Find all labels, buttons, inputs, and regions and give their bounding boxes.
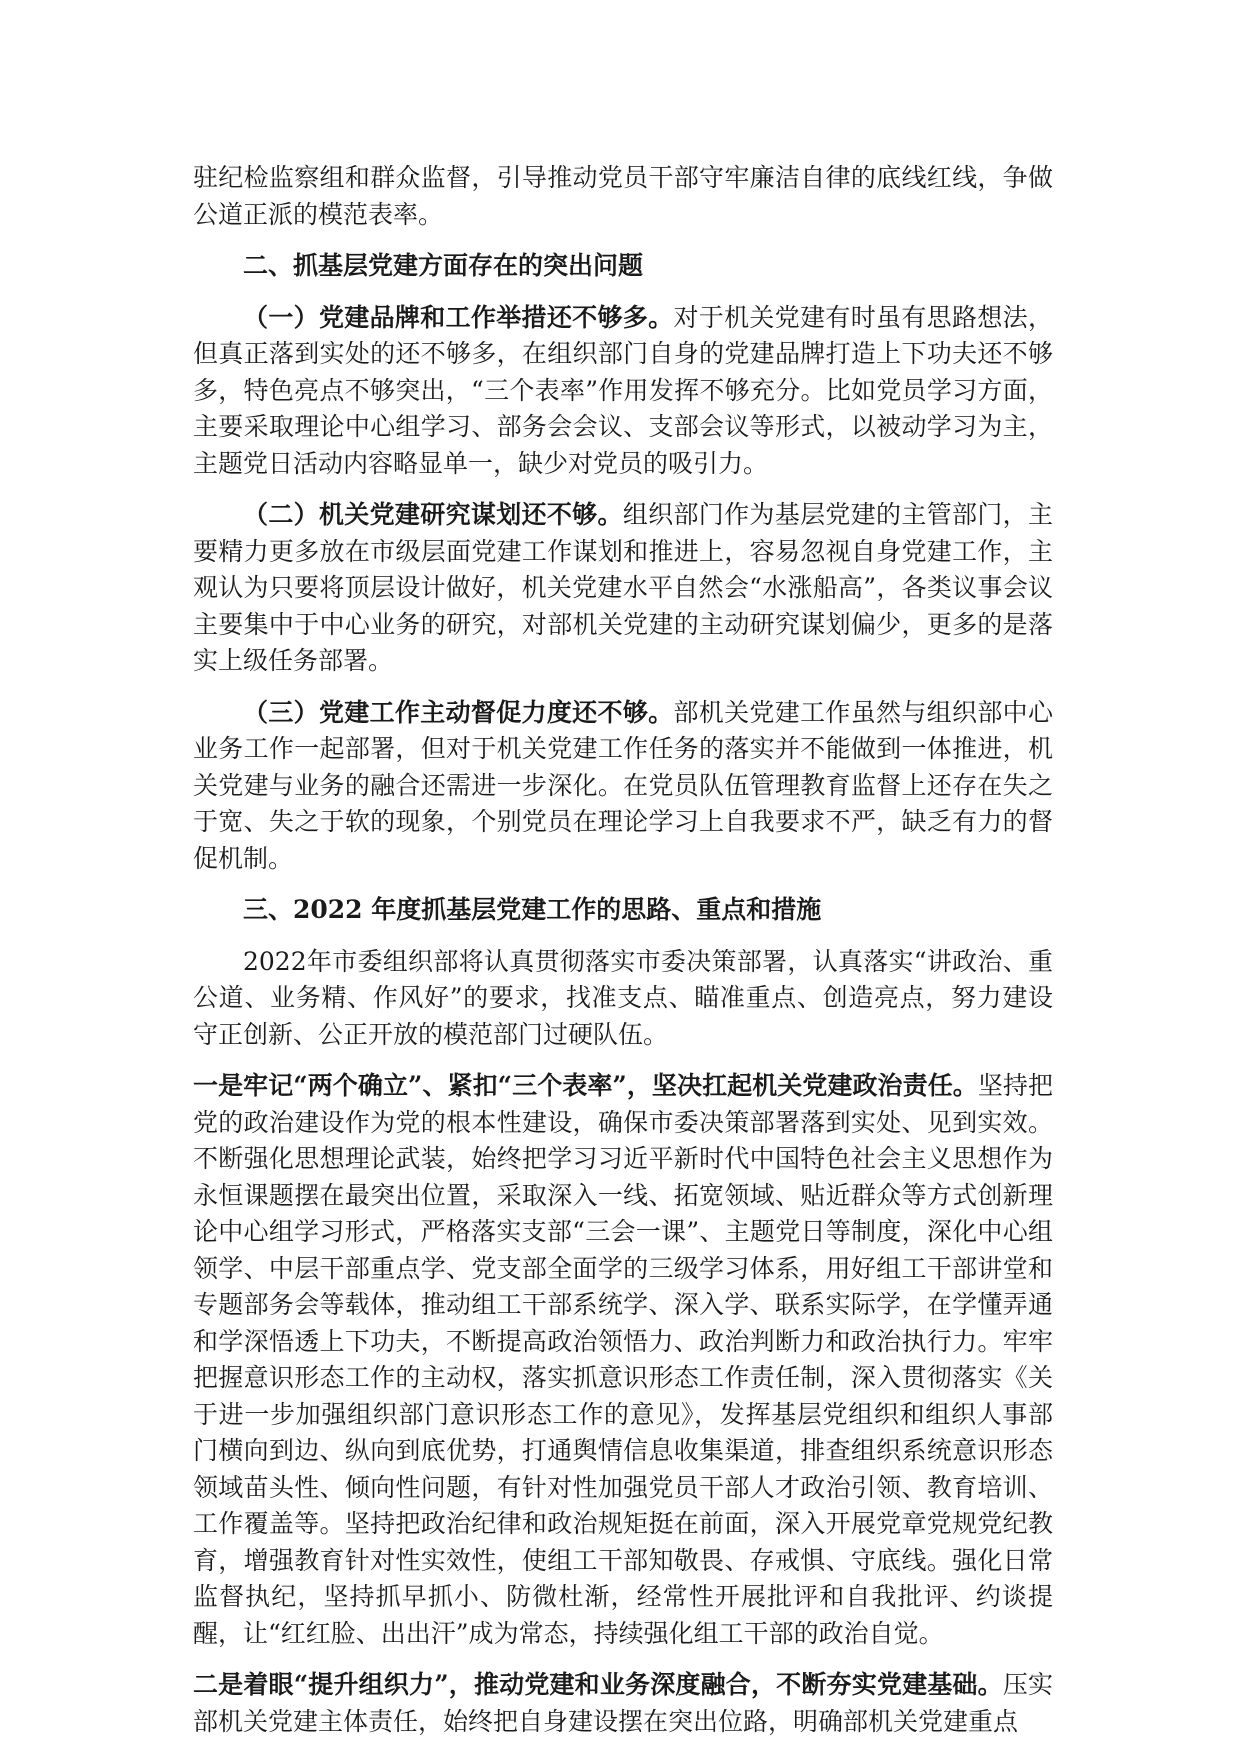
subsection-2 [193, 497, 1053, 680]
heading-text: 二、抓基层党建方面存在的突出问题 [243, 251, 644, 280]
subsection-body: 部机关党建工作虽然与组织部中心业务工作一起部署，但对于机关党建工作任务的落实并不能做到一体推进，机关党建与业务的融合还需进一步深化。在党员队伍管理教育监督上还存在失之于宽、失之于软的现象，个别党员在理论学习上自我要求不严，缺乏有力的督促机制。 [193, 697, 1053, 873]
intro-paragraph [193, 944, 1053, 1054]
paragraph-text: 2022年市委组织部将认真贯彻落实市委决策部署，认真落实“讲政治、重公道、业务精、作风好”的要求，找准支点、瞄准重点、创造亮点，努力建设守正创新、公正开放的模范部门过硬队伍。 [193, 946, 1053, 1049]
measure-body: 坚持把党的政治建设作为党的根本性建设，确保市委决策部署落到实处、见到实效。不断强化思想理论武装，始终把学习习近平新时代中国特色社会主义思想作为永恒课题摆在最突出位置，采取深入一线、拓宽领域、贴近群众等方式创新理论中心组学习形式，严格落实支部“三会一课”、主题党日等制度，深化中心组领学、中层干部重点学、党支部全面学的三级学习体系，用好组工干部讲堂和专题部务会等载体，推动组工干部系统学、深入学、联系实际学，在学懂弄通和学深悟透上下功夫，不断提高政治领悟力、政治判断力和政治执行力。牢牢把握意识形态工作的主动权，落实抓意识形态工作责任制，深入贯彻落实《关于进一步加强组织部门意识形态工作的意见》，发挥基层党组织和组织人事部门横向到边、纵向到底优势，打通舆情信息收集渠道，排查组织系统意识形态领域苗头性、倾向性问题，有针对性加强党员干部人才政治引领、教育培训、工作覆盖等。坚持把政治纪律和政治规矩挺在前面，深入开展党章党规党纪教育，增强教育针对性实效性，使组工干部知敬畏、存戒惧、守底线。强化日常监督执纪，坚持抓早抓小、防微杜渐，经常性开展批评和自我批评、约谈提醒，让“红红脸、出出汗”成为常态，持续强化组工干部的政治自觉。 [193, 1071, 1053, 1648]
subsection-1 [193, 300, 1053, 483]
measure-title: 一是牢记“两个确立”、紧扣“三个表率”，坚决扛起机关党建政治责任。 [193, 1071, 978, 1100]
subsection-3 [193, 695, 1053, 878]
subsection-body: 对于机关党建有时虽有思路想法，但真正落到实处的还不够多，在组织部门自身的党建品牌打造上下功夫还不够多，特色亮点不够突出，“三个表率”作用发挥不够充分。比如党员学习方面，主要采取理论中心组学习、部务会会议、支部会议等形式，以被动学习为主，主题党日活动内容略显单一，缺少对党员的吸引力。 [193, 302, 1053, 478]
subsection-title: （一）党建品牌和工作举措还不够多。 [243, 302, 674, 332]
measure-title: 二是着眼“提升组织力”，推动党建和业务深度融合，不断夯实党建基础。 [193, 1670, 1003, 1699]
paragraph-continuation [193, 160, 1053, 233]
section-heading-2 [193, 248, 1053, 285]
subsection-title: （二）机关党建研究谋划还不够。 [243, 500, 623, 529]
document-page [193, 160, 1053, 1755]
measure-body: 压实部机关党建主体责任，始终把自身建设摆在突出位路，明确部机关党建重点 [193, 1670, 1053, 1736]
subsection-title: （三）党建工作主动督促力度还不够。 [243, 697, 674, 727]
subsection-body: 组织部门作为基层党建的主管部门，主要精力更多放在市级层面党建工作谋划和推进上，容易忽视自身党建工作，主观认为只要将顶层设计做好，机关党建水平自然会“水涨船高”，各类议事会议主要集中于中心业务的研究，对部机关党建的主动研究谋划偏少，更多的是落实上级任务部署。 [193, 500, 1053, 675]
paragraph-text: 驻纪检监察组和群众监督，引导推动党员干部守牢廉洁自律的底线红线，争做公道正派的模范表率。 [193, 163, 1053, 229]
heading-text: 三、2022 年度抓基层党建工作的思路、重点和措施 [243, 895, 822, 924]
measure-1 [193, 1068, 1053, 1652]
section-heading-3 [193, 892, 1053, 929]
measure-2 [193, 1667, 1053, 1740]
